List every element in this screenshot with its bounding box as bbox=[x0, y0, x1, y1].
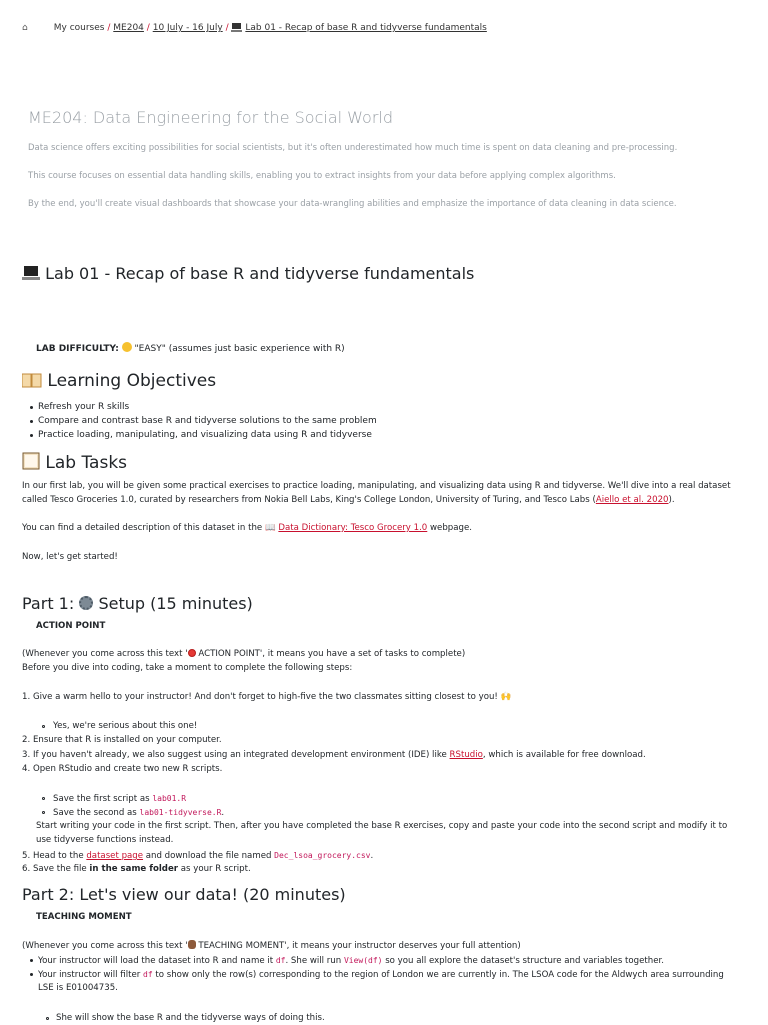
raised-hands-icon: 🙌 bbox=[500, 692, 512, 702]
data-dictionary-link[interactable]: Data Dictionary: Tesco Grocery 1.0 bbox=[278, 523, 428, 533]
setup-intro: Before you dive into coding, take a moment to complete the following steps: bbox=[22, 663, 353, 673]
code-lab01-tidyverse: lab01-tidyverse.R bbox=[139, 808, 222, 817]
part2-bullet-2-line2: LSE is E01004735. bbox=[38, 983, 118, 993]
laptop-icon bbox=[231, 23, 242, 37]
teaching-moment-label: TEACHING MOMENT bbox=[36, 912, 132, 922]
step-4: 4. Open RStudio and create two new R scripts. bbox=[22, 764, 223, 774]
part2-sub-bullet: She will show the base R and the tidyverse ways of doing this. bbox=[56, 1013, 325, 1023]
dataset-page-link[interactable]: dataset page bbox=[86, 851, 144, 861]
teaching-moment-note: (Whenever you come across this text ' TEACHING MOMENT', it means your instructor deserves your full attention) bbox=[22, 941, 521, 951]
difficulty-value: "EASY" (assumes just basic experience with R) bbox=[134, 344, 345, 354]
tasks-heading: Lab Tasks bbox=[22, 452, 127, 475]
part2-bullet-1: Your instructor will load the dataset into R and name it df. She will run View(df) so you all explore the dataset's structure and variables together. bbox=[38, 956, 665, 966]
breadcrumb-my-courses[interactable]: My courses bbox=[53, 23, 105, 33]
code-lab01: lab01.R bbox=[152, 794, 187, 803]
home-icon[interactable]: ⌂ bbox=[22, 23, 28, 33]
breadcrumb-me204[interactable]: ME204 bbox=[113, 23, 144, 33]
course-description-2: This course focuses on essential data handling skills, enabling you to extract insights from your data before applying complex algorithms. bbox=[28, 171, 616, 181]
objective-item: Practice loading, manipulating, and visualizing data using R and tidyverse bbox=[38, 430, 372, 440]
tasks-intro-2: called Tesco Groceries 1.0, curated by researchers from Nokia Bell Labs, King's College London, University of Turing, and Tesco Labs (Aiello et al. 2020). bbox=[22, 495, 675, 505]
step-6: 6. Save the file in the same folder as your R script. bbox=[22, 864, 251, 874]
gear-icon bbox=[79, 596, 93, 610]
step-2: 2. Ensure that R is installed on your computer. bbox=[22, 735, 222, 745]
target-icon bbox=[188, 649, 196, 657]
laptop-icon bbox=[22, 266, 40, 285]
difficulty-label: LAB DIFFICULTY: bbox=[36, 344, 119, 354]
objective-item: Refresh your R skills bbox=[38, 402, 130, 412]
tasks-start: Now, let's get started! bbox=[22, 552, 118, 562]
objectives-heading: Learning Objectives bbox=[22, 371, 216, 393]
lab-title bbox=[22, 264, 474, 285]
smile-emoji-icon bbox=[122, 342, 132, 352]
action-point-label: ACTION POINT bbox=[36, 621, 106, 631]
tasks-intro-1: In our first lab, you will be given some practical exercises to practice loading, manipulating, and visualizing data using R and tidyverse. We'll dive into a real dataset bbox=[22, 481, 731, 491]
step-1: 1. Give a warm hello to your instructor! And don't forget to high-five the two classmates sitting closest to you! 🙌 bbox=[22, 692, 512, 702]
action-point-note: (Whenever you come across this text ' ACTION POINT', it means you have a set of tasks to complete) bbox=[22, 649, 466, 659]
step-1-sub: Yes, we're serious about this one! bbox=[53, 721, 198, 731]
lab-title-text: Lab 01 - Recap of base R and tidyverse fundamentals bbox=[45, 264, 475, 283]
step-4-more-1: Start writing your code in the first script. Then, after you have completed the base R exercises, copy and paste your code into the second script and modify it to bbox=[36, 821, 728, 831]
breadcrumb-separator: / bbox=[225, 23, 229, 33]
step-4-sub-1: Save the first script as lab01.R bbox=[53, 794, 187, 804]
course-description-3: By the end, you'll create visual dashboards that showcase your data-wrangling abilities and emphasize the importance of data cleaning in data science. bbox=[28, 199, 677, 209]
part2-heading: Part 2: Let's view our data! (20 minutes) bbox=[22, 885, 346, 904]
rstudio-link[interactable]: RStudio bbox=[449, 750, 483, 760]
breadcrumb bbox=[22, 22, 742, 37]
course-description-1: Data science offers exciting possibilities for social scientists, but it's often underestimated how much time is spent on data cleaning and pre-processing. bbox=[28, 143, 678, 153]
book-icon: 📖 bbox=[264, 523, 276, 533]
step-4-sub-2: Save the second as lab01-tidyverse.R. bbox=[53, 808, 225, 818]
aiello-citation-link[interactable]: Aiello et al. 2020 bbox=[595, 495, 669, 505]
book-icon bbox=[22, 373, 42, 393]
code-csv-filename: Dec_lsoa_grocery.csv bbox=[274, 851, 371, 860]
objective-item: Compare and contrast base R and tidyverse solutions to the same problem bbox=[38, 416, 377, 426]
step-5: 5. Head to the dataset page and download the file named Dec_lsoa_grocery.csv. bbox=[22, 851, 374, 861]
breadcrumb-separator: / bbox=[107, 23, 111, 33]
part2-bullet-2: Your instructor will filter df to show only the row(s) corresponding to the region of London we are currently in. The LSOA code for the Aldwych area surrounding bbox=[38, 970, 724, 980]
teacher-icon bbox=[188, 940, 196, 949]
step-3: 3. If you haven't already, we also suggest using an integrated development environment (IDE) like RStudio, which is available for free download. bbox=[22, 750, 646, 760]
lab-difficulty bbox=[36, 342, 345, 356]
part1-heading: Part 1: Setup (15 minutes) bbox=[22, 594, 253, 613]
tasks-description: You can find a detailed description of this dataset in the 📖 Data Dictionary: Tesco Grocery 1.0 webpage. bbox=[22, 523, 472, 533]
breadcrumb-separator: / bbox=[146, 23, 150, 33]
breadcrumb-week[interactable]: 10 July - 16 July bbox=[152, 23, 223, 33]
clipboard-icon bbox=[22, 452, 40, 475]
step-4-more-2: use tidyverse functions instead. bbox=[36, 835, 174, 845]
breadcrumb-current-lab[interactable]: Lab 01 - Recap of base R and tidyverse fundamentals bbox=[245, 23, 487, 33]
course-title: ME204: Data Engineering for the Social World bbox=[28, 108, 393, 127]
